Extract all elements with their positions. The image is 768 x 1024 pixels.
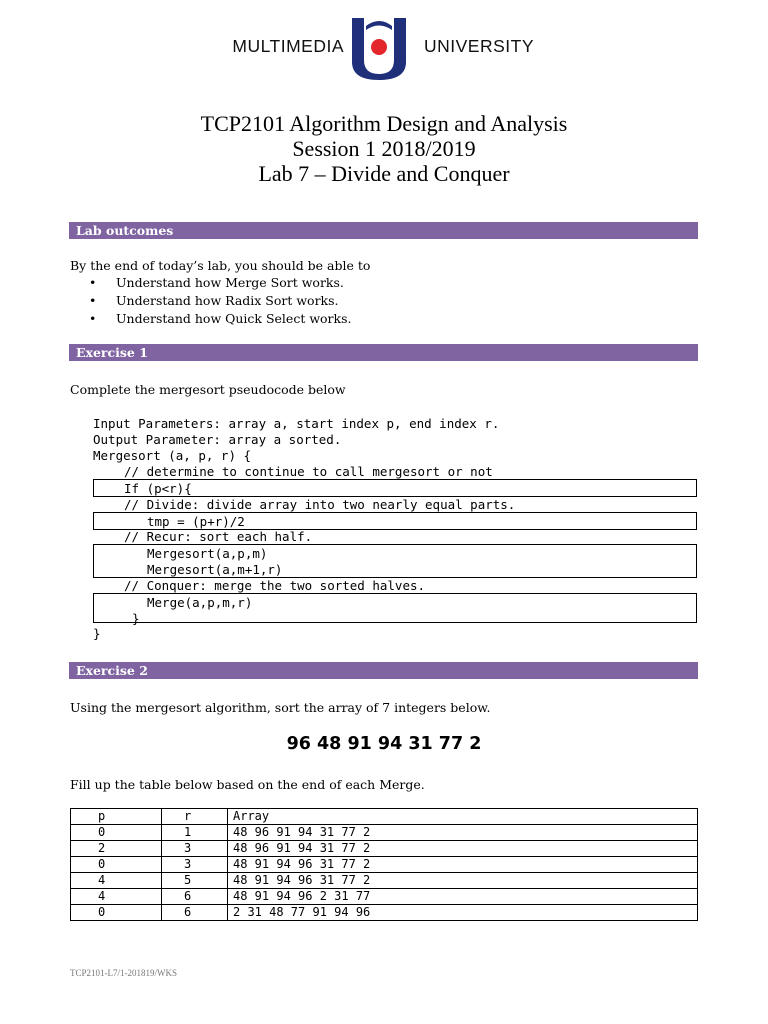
- column-header-array: Array: [228, 809, 698, 825]
- cell-p: 2: [71, 841, 162, 857]
- code-comment: // determine to continue to call mergesort or not: [124, 464, 493, 479]
- code-comment: // Conquer: merge the two sorted halves.: [124, 578, 426, 593]
- table-row: [71, 873, 698, 889]
- code-comment: // Divide: divide array into two nearly equal parts.: [124, 497, 516, 512]
- code-line: Mergesort (a, p, r) {: [93, 448, 252, 463]
- cell-p: 0: [71, 825, 162, 841]
- cell-r: 5: [162, 873, 228, 889]
- cell-r: 3: [162, 841, 228, 857]
- code-line: Merge(a,p,m,r): [147, 595, 253, 610]
- code-line: tmp = (p+r)/2: [147, 514, 245, 529]
- merge-table: [70, 808, 698, 921]
- table-instruction: Fill up the table below based on the end of each Merge.: [70, 777, 425, 792]
- cell-p: 0: [71, 857, 162, 873]
- code-comment: // Recur: sort each half.: [124, 529, 313, 544]
- logo-text-right: UNIVERSITY: [424, 36, 535, 56]
- code-line: Mergesort(a,p,m): [147, 546, 268, 561]
- outcome-item: • Understand how Merge Sort works.: [89, 275, 344, 290]
- code-line: }: [93, 626, 101, 641]
- cell-r: 1: [162, 825, 228, 841]
- document-title-block: [0, 111, 768, 186]
- course-title: TCP2101 Algorithm Design and Analysis: [200, 111, 568, 136]
- code-line: If (p<r){: [124, 481, 192, 496]
- code-line: Output Parameter: array a sorted.: [93, 432, 342, 447]
- cell-array: 2 31 48 77 91 94 96: [228, 905, 698, 921]
- table-row: [71, 825, 698, 841]
- code-line: }: [132, 611, 140, 626]
- university-logo: [0, 16, 768, 80]
- cell-array: 48 91 94 96 31 77 2: [228, 873, 698, 889]
- code-line: Input Parameters: array a, start index p, end index r.: [93, 416, 500, 431]
- exercise-1-instruction: Complete the mergesort pseudocode below: [70, 382, 346, 397]
- cell-r: 3: [162, 857, 228, 873]
- logo-text-left: MULTIMEDIA: [232, 36, 344, 56]
- input-array: 96 48 91 94 31 77 2: [286, 734, 482, 754]
- section-heading-lab-outcomes: Lab outcomes: [69, 222, 698, 239]
- cell-array: 48 96 91 94 31 77 2: [228, 825, 698, 841]
- cell-p: 4: [71, 889, 162, 905]
- column-header-r: r: [162, 809, 228, 825]
- university-emblem-icon: [344, 16, 414, 80]
- code-line: Mergesort(a,m+1,r): [147, 562, 283, 577]
- outcome-item: • Understand how Quick Select works.: [89, 311, 352, 326]
- page-footer: TCP2101-L7/1-201819/WKS: [70, 968, 177, 978]
- cell-r: 6: [162, 889, 228, 905]
- outcome-item: • Understand how Radix Sort works.: [89, 293, 339, 308]
- column-header-p: p: [71, 809, 162, 825]
- table-row: [71, 905, 698, 921]
- table-row: [71, 857, 698, 873]
- table-header-row: [71, 809, 698, 825]
- table-row: [71, 889, 698, 905]
- table-row: [71, 841, 698, 857]
- cell-array: 48 91 94 96 2 31 77: [228, 889, 698, 905]
- outcomes-intro: By the end of today’s lab, you should be able to: [70, 258, 371, 273]
- section-heading-exercise-2: Exercise 2: [69, 662, 698, 679]
- cell-p: 0: [71, 905, 162, 921]
- lab-title: Lab 7 – Divide and Conquer: [258, 161, 510, 186]
- session-title: Session 1 2018/2019: [292, 136, 476, 161]
- cell-array: 48 91 94 96 31 77 2: [228, 857, 698, 873]
- section-heading-exercise-1: Exercise 1: [69, 344, 698, 361]
- exercise-2-instruction: Using the mergesort algorithm, sort the array of 7 integers below.: [70, 700, 491, 715]
- cell-r: 6: [162, 905, 228, 921]
- cell-p: 4: [71, 873, 162, 889]
- cell-array: 48 96 91 94 31 77 2: [228, 841, 698, 857]
